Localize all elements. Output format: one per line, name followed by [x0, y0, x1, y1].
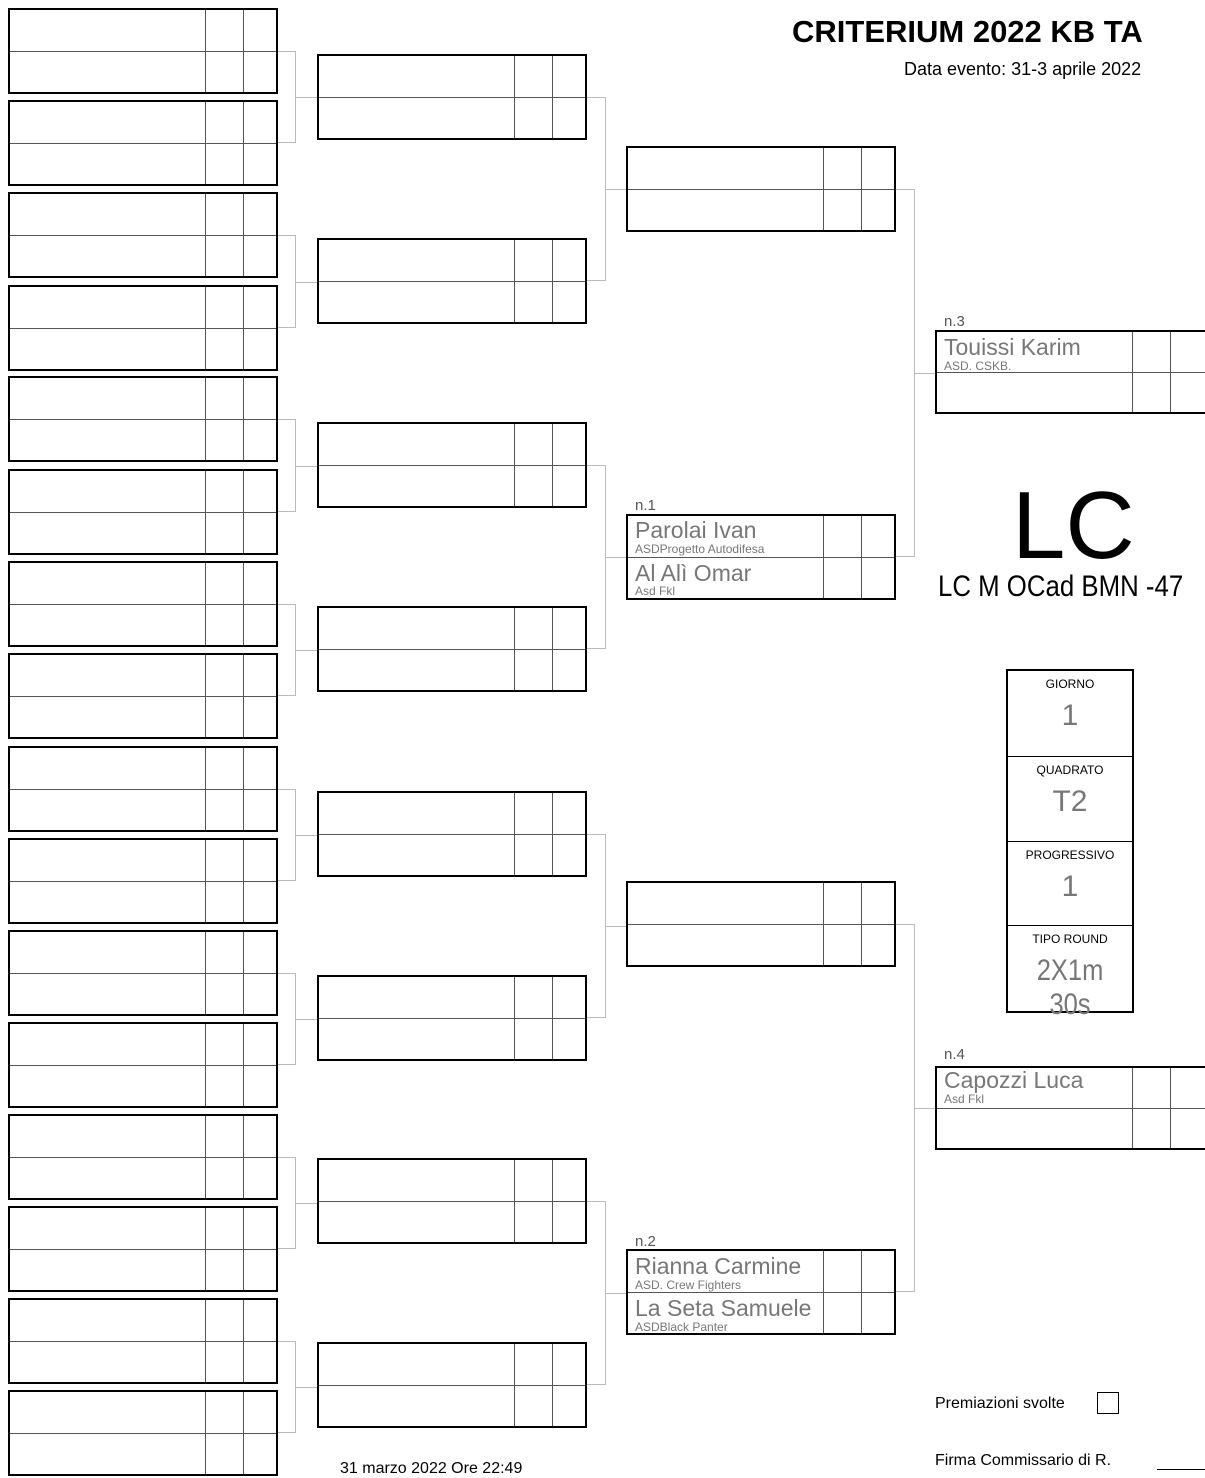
round1-match — [8, 192, 278, 278]
bracket-connector — [606, 189, 626, 190]
fighter-club: Asd Fkl — [944, 1092, 985, 1106]
round3-match — [626, 146, 896, 232]
quadrato-label: QUADRATO — [1036, 763, 1104, 777]
category-label: LC M OCad BMN -47 — [938, 570, 1184, 603]
bracket-connector — [915, 1108, 935, 1109]
firma-line — [1157, 1469, 1205, 1470]
bracket-connector — [296, 650, 317, 651]
round1-match — [8, 1298, 278, 1384]
round2-match — [317, 1342, 587, 1428]
match-number: n.1 — [635, 497, 656, 514]
bracket-connector — [278, 235, 296, 328]
progressivo-value: 1 — [1061, 870, 1079, 903]
fighter-name: Rianna Carmine — [635, 1253, 802, 1279]
round1-match — [8, 930, 278, 1016]
match-info-panel — [1006, 669, 1134, 1021]
bracket-connector — [606, 926, 626, 927]
match-number: n.2 — [635, 1233, 656, 1250]
bracket-connector — [606, 1293, 626, 1294]
round1-match — [8, 1206, 278, 1292]
bracket-connector — [587, 1201, 606, 1385]
fighter-club: ASD. Crew Fighters — [635, 1278, 742, 1292]
round1-match — [8, 8, 278, 94]
match-number: n.4 — [944, 1046, 965, 1063]
bracket-connector — [278, 419, 296, 512]
event-date: Data evento: 31-3 aprile 2022 — [904, 59, 1142, 79]
bracket-connector — [587, 465, 606, 649]
round1-match — [8, 285, 278, 371]
bracket-connector — [278, 604, 296, 696]
fighter-club: ASD. CSKB. — [944, 359, 1012, 373]
premiazioni-label: Premiazioni svolte — [935, 1395, 1065, 1412]
round1-match — [8, 838, 278, 924]
round-label: TIPO ROUND — [1032, 932, 1108, 946]
fighter-club: Asd Fkl — [635, 584, 676, 598]
fighter-name: Parolai Ivan — [635, 517, 757, 543]
page-title: CRITERIUM 2022 KB TA — [792, 14, 1143, 49]
round1-match — [8, 746, 278, 832]
fighter-name: Al Alì Omar — [635, 560, 752, 586]
bracket-connector — [896, 189, 915, 557]
fighter-name: La Seta Samuele — [635, 1295, 812, 1321]
bracket-connector — [606, 557, 626, 558]
fighter-club: ASDBlack Panter — [635, 1320, 728, 1334]
bracket-connector — [278, 973, 296, 1065]
bracket-connector — [296, 1387, 317, 1388]
round1-match — [8, 1114, 278, 1200]
round1-match — [8, 469, 278, 555]
bracket-connector — [896, 924, 915, 1292]
round2-match — [317, 791, 587, 877]
bracket-connector — [296, 1019, 317, 1020]
bracket-connector — [278, 51, 296, 143]
bracket-connector — [278, 1341, 296, 1433]
bracket-connector — [278, 1157, 296, 1249]
round1-match — [8, 561, 278, 647]
print-timestamp: 31 marzo 2022 Ore 22:49 — [340, 1460, 523, 1477]
round1-match — [8, 376, 278, 462]
bracket-connector — [278, 789, 296, 881]
bracket-connector — [296, 97, 317, 98]
match-number: n.3 — [944, 313, 965, 330]
round2-match — [317, 54, 587, 140]
round3-match — [626, 881, 896, 967]
bracket-connector — [915, 373, 935, 374]
fighter-name: Touissi Karim — [944, 334, 1081, 360]
round-value: 2X1m 30s — [1036, 954, 1104, 1021]
round1-match — [8, 653, 278, 739]
round1-match — [8, 100, 278, 186]
round2-match — [317, 422, 587, 508]
round2-match — [317, 1158, 587, 1244]
quadrato-value: T2 — [1052, 785, 1088, 818]
bracket-connector — [296, 282, 317, 283]
round2-match — [317, 975, 587, 1061]
fighter-club: ASDProgetto Autodifesa — [635, 542, 765, 556]
premiazioni-checkbox[interactable] — [1097, 1392, 1119, 1414]
fighter-name: Capozzi Luca — [944, 1067, 1084, 1093]
bracket-connector — [587, 97, 606, 281]
bracket-connector — [296, 1203, 317, 1204]
firma-label: Firma Commissario di R. — [935, 1452, 1112, 1469]
round1-match — [8, 1390, 278, 1476]
bracket-connector — [296, 466, 317, 467]
round2-match — [317, 238, 587, 324]
bracket-connector — [296, 835, 317, 836]
bracket-connector — [587, 834, 606, 1018]
giorno-label: GIORNO — [1045, 677, 1095, 691]
round2-match — [317, 606, 587, 692]
progressivo-label: PROGRESSIVO — [1025, 848, 1115, 862]
round1-match — [8, 1022, 278, 1108]
category-code: LC — [1012, 472, 1135, 579]
giorno-value: 1 — [1061, 699, 1079, 732]
